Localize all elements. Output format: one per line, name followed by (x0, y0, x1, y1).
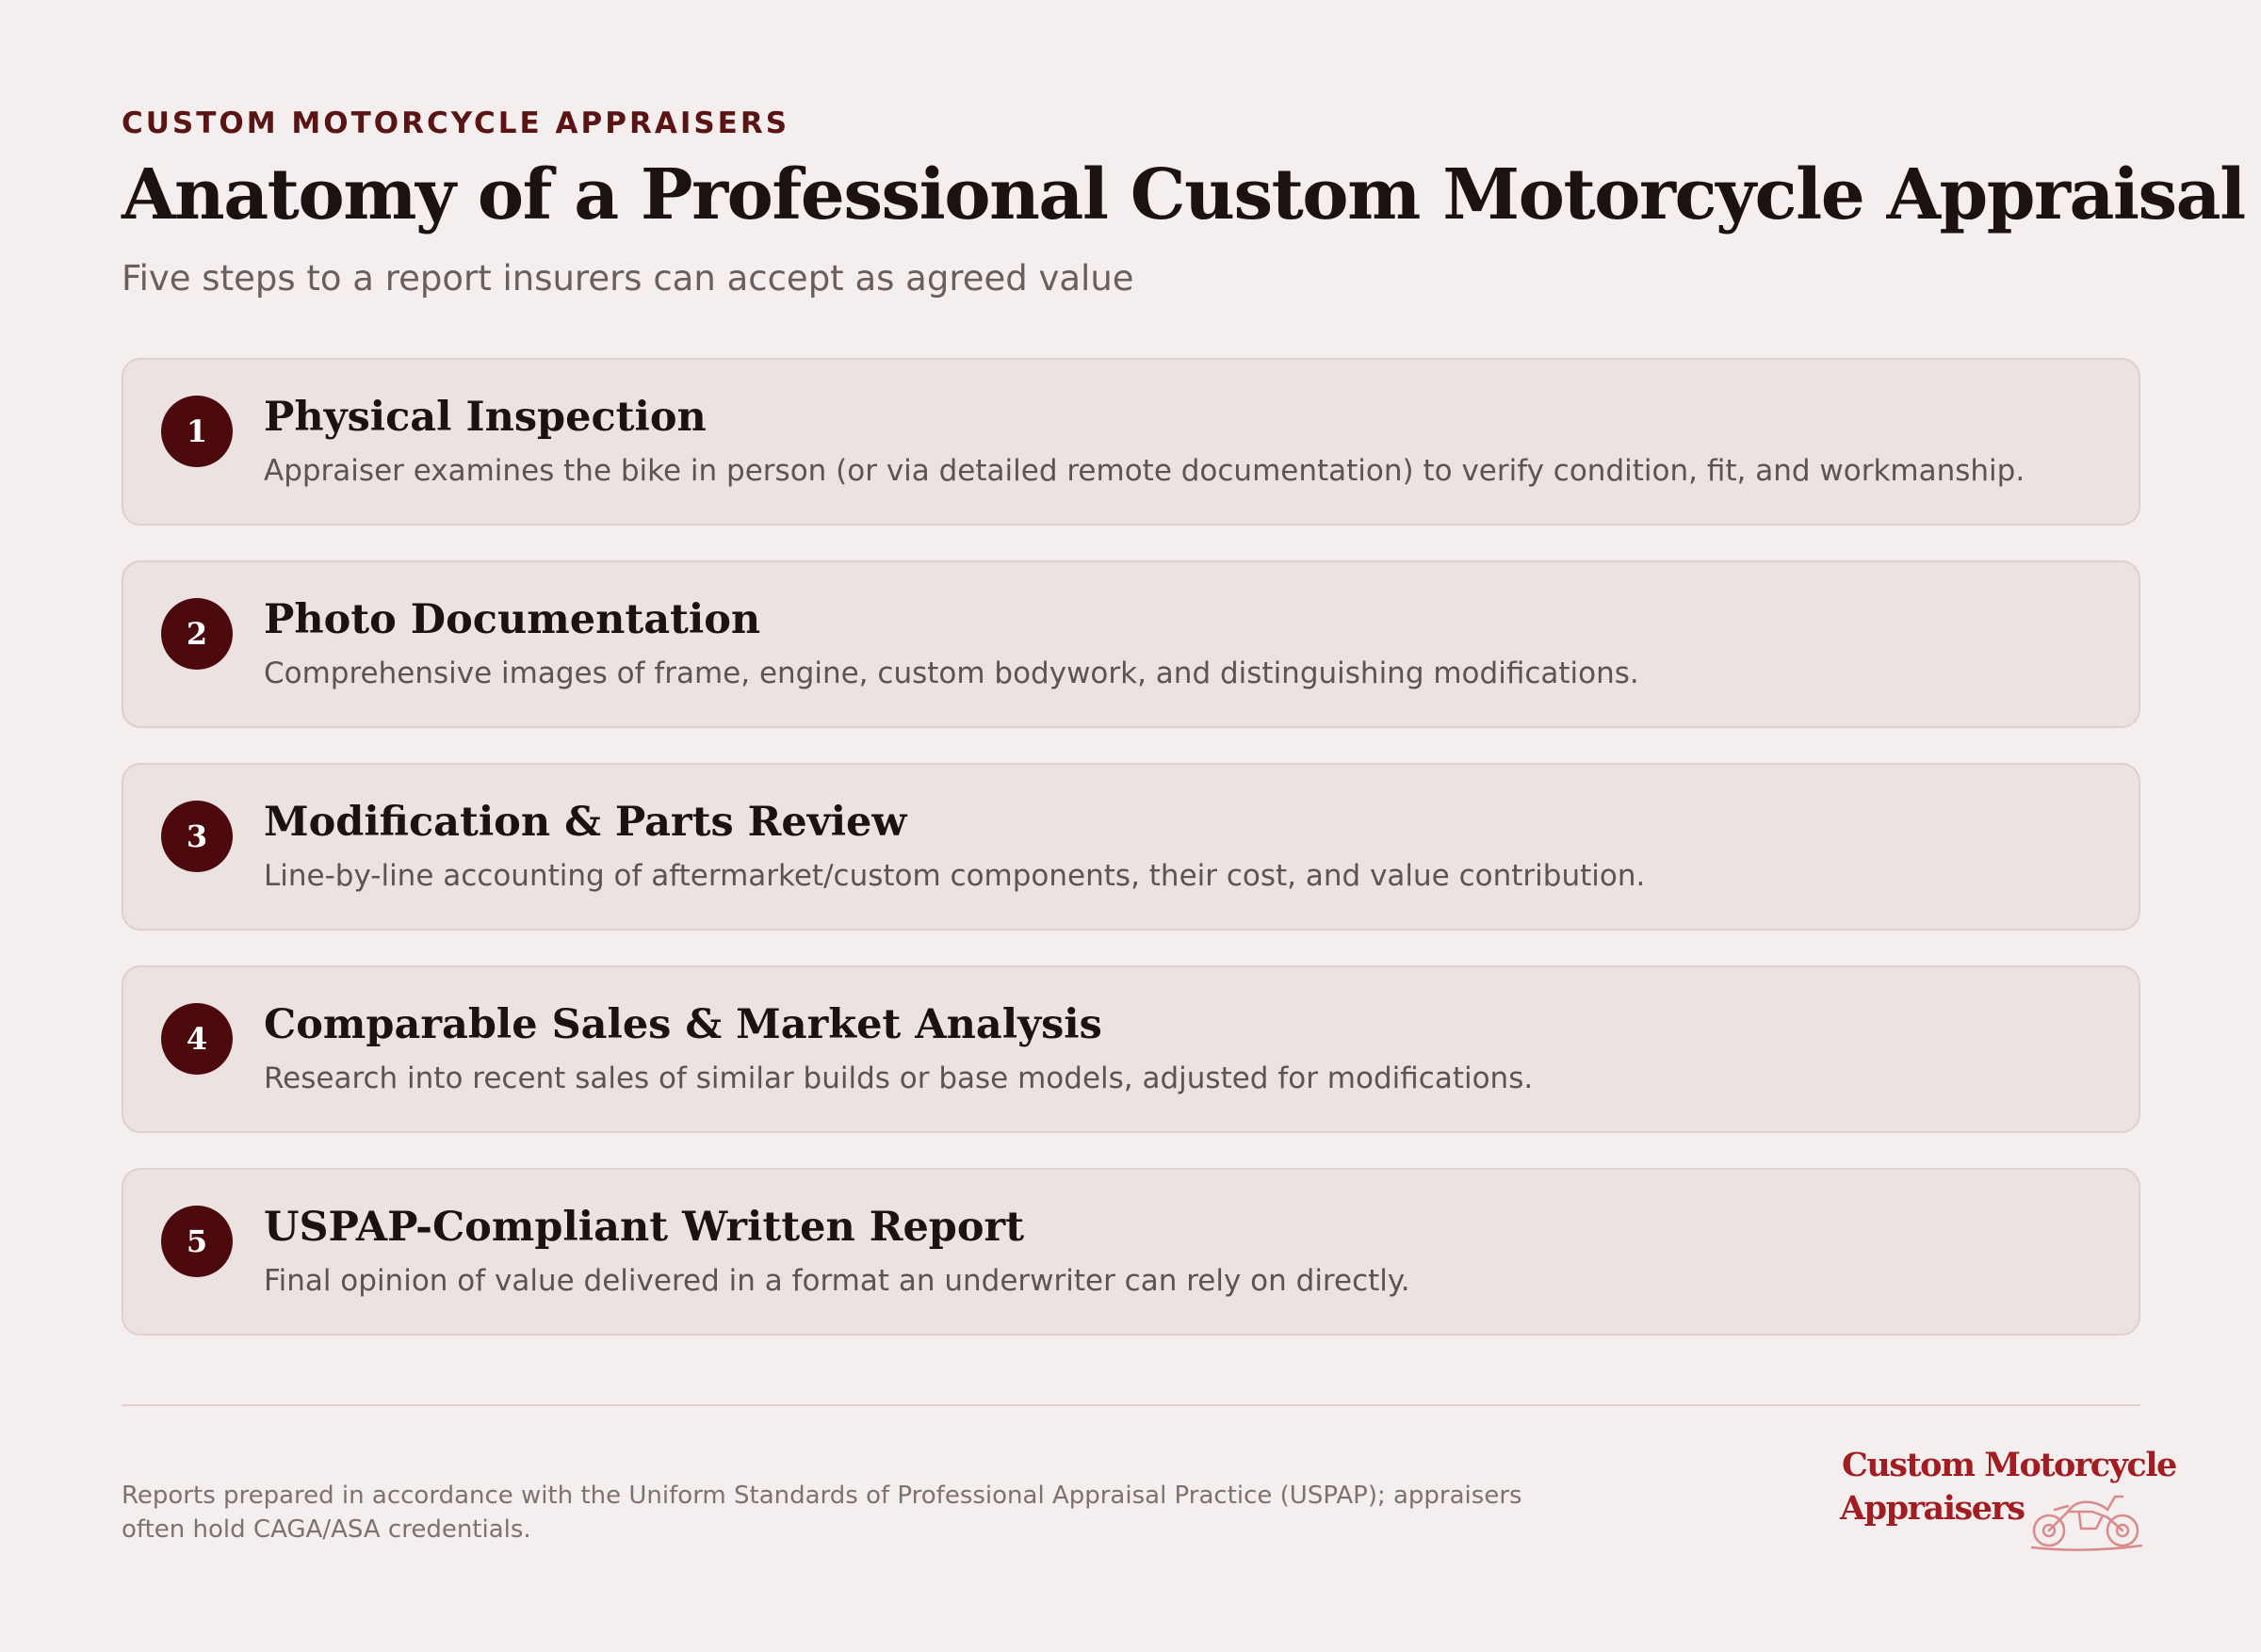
logo-text-line2: Appraisers (1840, 1489, 2025, 1528)
step-number-badge: 1 (161, 396, 233, 467)
step-card (122, 965, 2140, 1133)
page-title: Anatomy of a Professional Custom Motorcycle Appraisal (122, 154, 2245, 235)
footer-divider (122, 1404, 2140, 1406)
motorcycle-icon (2026, 1485, 2147, 1551)
step-description: Final opinion of value delivered in a format an underwriter can rely on directly. (264, 1264, 1410, 1298)
page-subtitle: Five steps to a report insurers can accept as agreed value (122, 258, 1134, 299)
step-card (122, 1168, 2140, 1336)
footer-note: Reports prepared in accordance with the Uniform Standards of Professional Appraisal Practice (USPAP); appraisers often hold CAGA/ASA credentials. (122, 1482, 1522, 1544)
step-card (122, 560, 2140, 728)
step-description: Appraiser examines the bike in person (or via detailed remote documentation) to verify condition, fit, and workmanship. (264, 454, 2025, 488)
step-description: Comprehensive images of frame, engine, custom bodywork, and distinguishing modifications. (264, 656, 1639, 690)
step-title: Comparable Sales & Market Analysis (264, 1001, 1102, 1048)
step-number-badge: 3 (161, 801, 233, 872)
step-card (122, 358, 2140, 526)
steps-list (122, 358, 2140, 1370)
logo-text-line1: Custom Motorcycle (1842, 1446, 2176, 1484)
step-title: Photo Documentation (264, 596, 761, 643)
step-description: Research into recent sales of similar builds or base models, adjusted for modifications. (264, 1061, 1534, 1095)
step-title: Modification & Parts Review (264, 799, 907, 846)
page (122, 0, 2245, 1652)
step-number-badge: 2 (161, 598, 233, 670)
step-title: Physical Inspection (264, 394, 707, 441)
step-description: Line-by-line accounting of aftermarket/custom components, their cost, and value contribution. (264, 859, 1646, 893)
step-number-badge: 4 (161, 1003, 233, 1075)
step-title: USPAP-Compliant Written Report (264, 1204, 1025, 1251)
eyebrow-label: CUSTOM MOTORCYCLE APPRAISERS (122, 106, 790, 140)
step-number-badge: 5 (161, 1206, 233, 1277)
step-card (122, 763, 2140, 931)
brand-logo (1808, 1446, 2176, 1549)
